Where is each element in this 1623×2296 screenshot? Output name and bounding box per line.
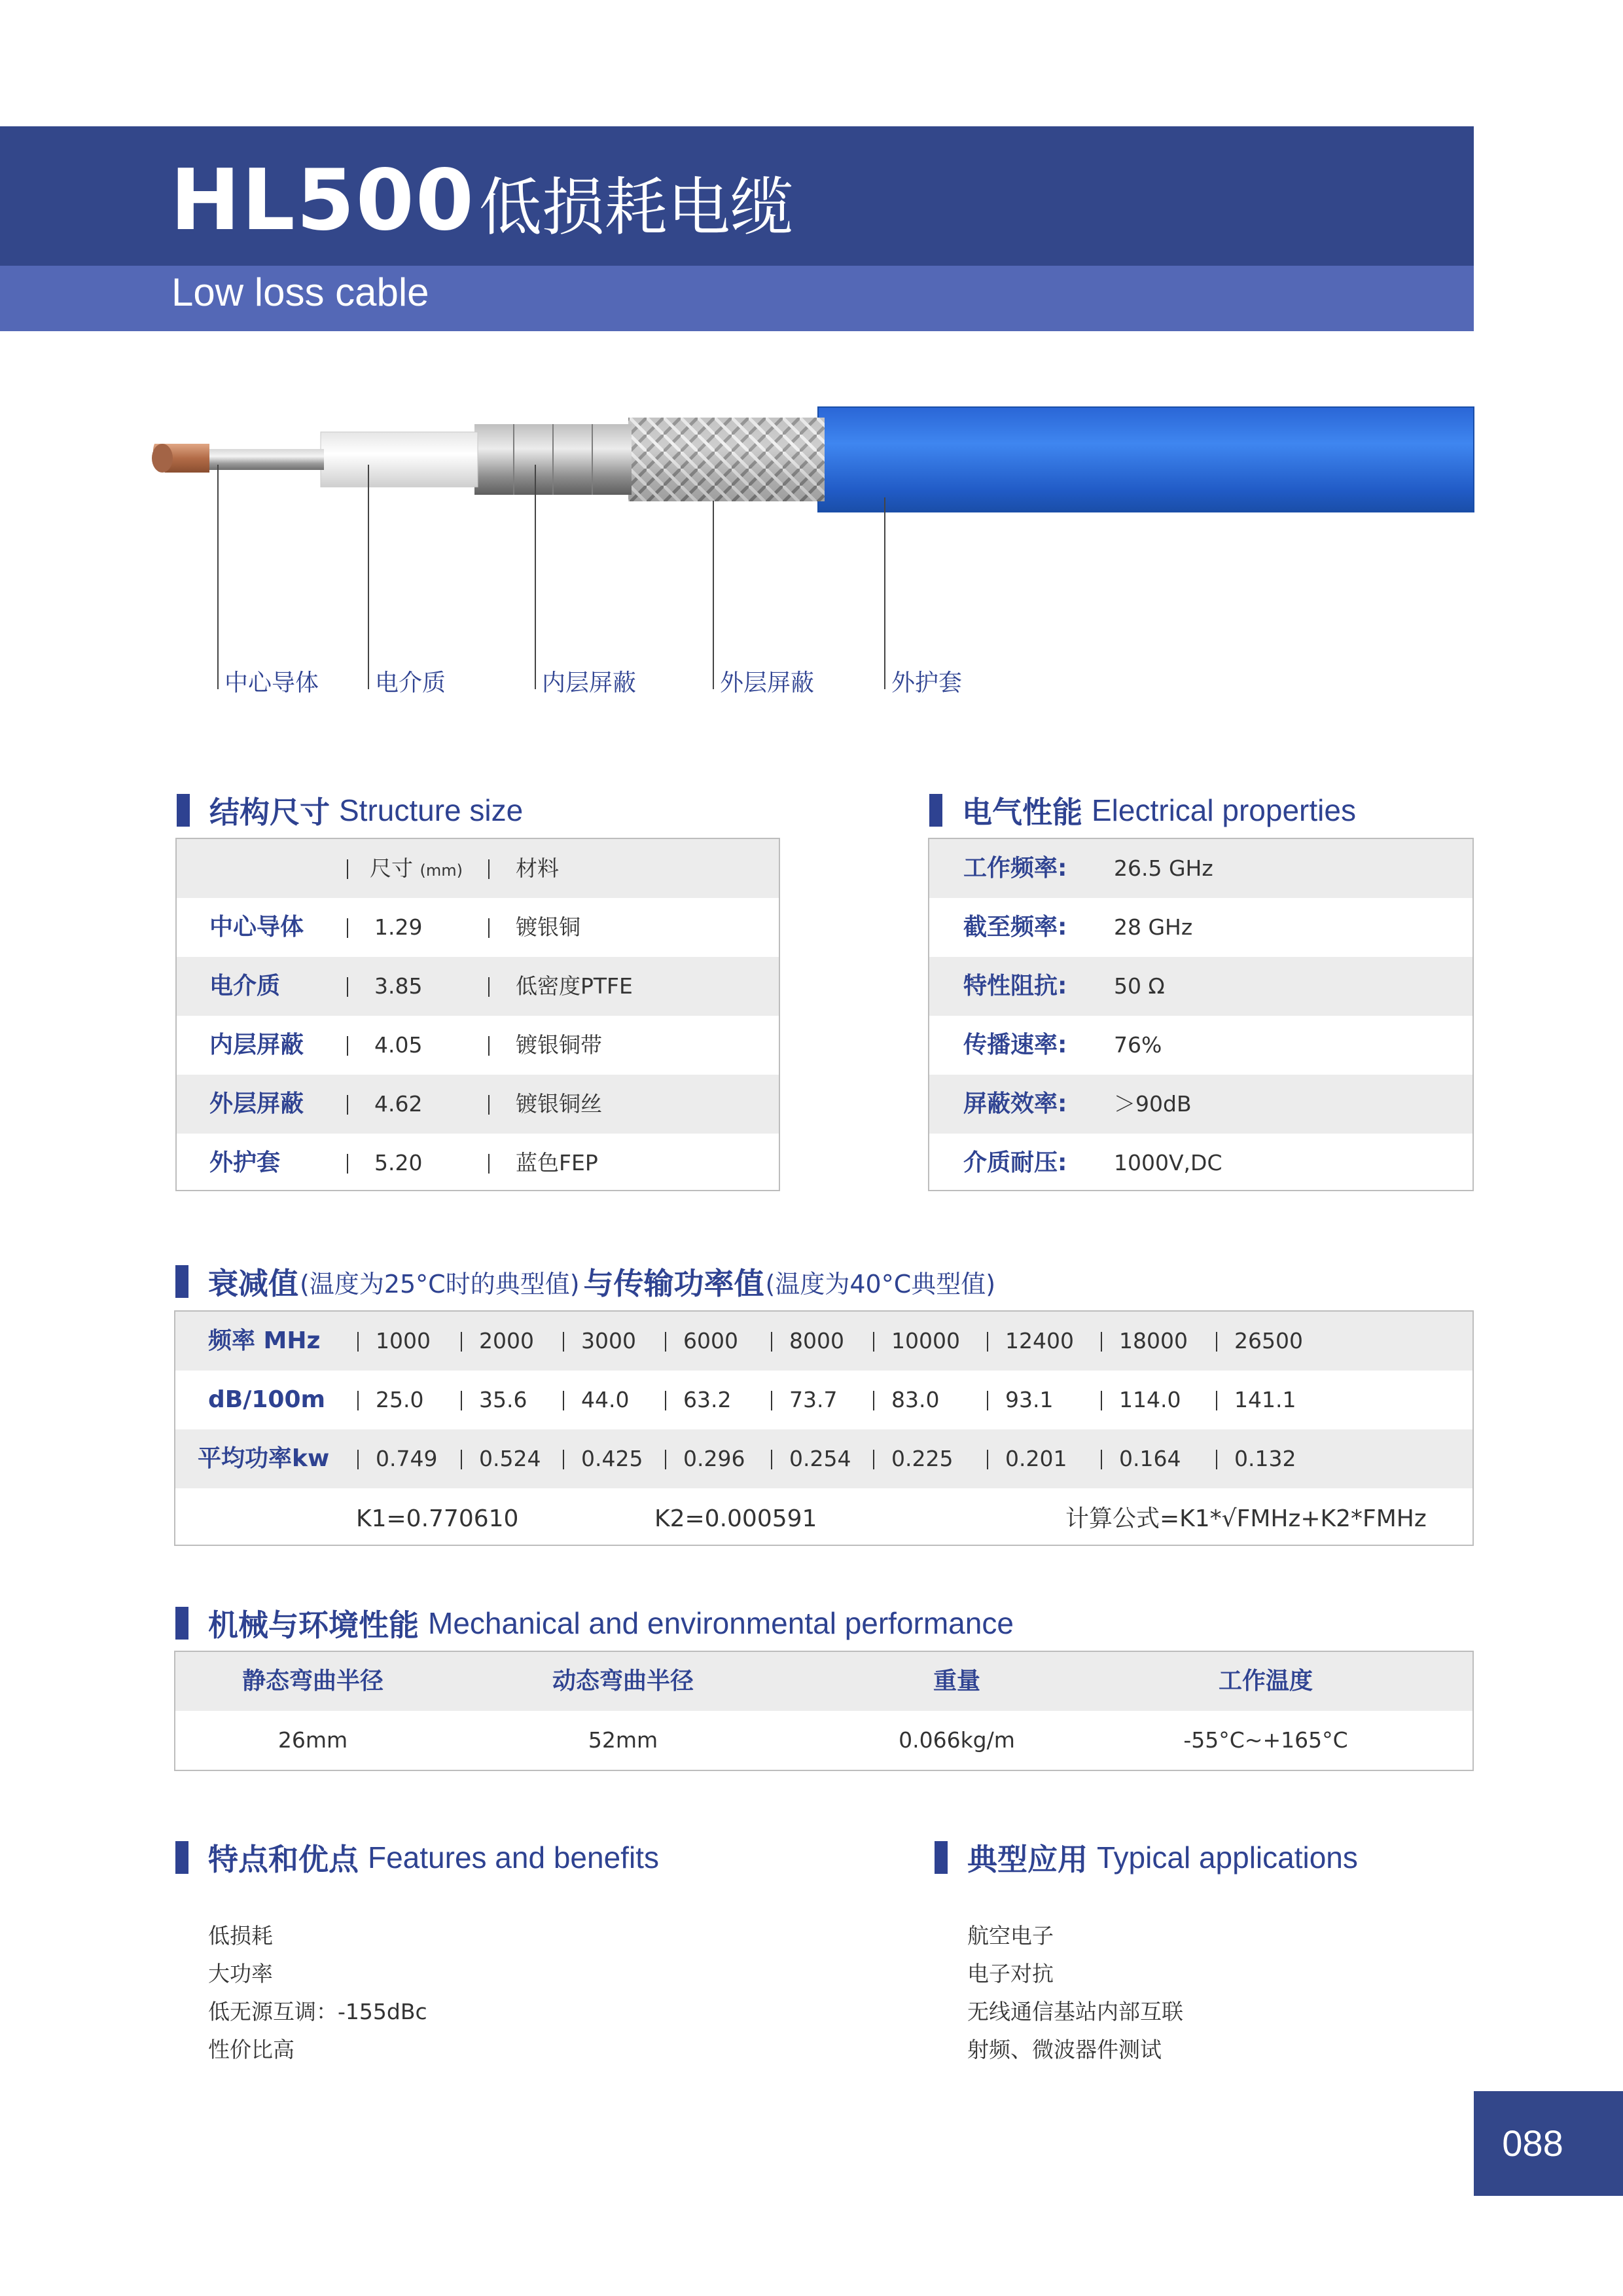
title-en: Structure size [339,793,524,827]
list-item: 低损耗 [208,1923,273,1948]
label-outer-shield: 外层屏蔽 [720,670,815,696]
title-en: Typical applications [1097,1840,1358,1874]
table-header-row [177,839,779,898]
mechanical-section-title [175,1602,1014,1645]
table-row: 截至频率: 28 GHz [963,914,1193,941]
label-center-conductor: 中心导体 [224,670,319,696]
title-en: Electrical properties [1092,793,1356,827]
table-row: 外护套 5.20 蓝色FEP [209,1149,598,1176]
k1-value: K1=0.770610 [356,1505,519,1532]
features-section-title [175,1836,659,1879]
header-material: 材料 [516,855,559,881]
title-bar [175,1607,188,1640]
title-bar [175,1841,188,1874]
formula-row [175,1488,1472,1550]
header-size: 尺寸 (mm) [370,855,463,881]
title-en: Features and benefits [368,1840,659,1874]
list-item: 无线通信基站内部互联 [967,1999,1183,2024]
table-row: 传播速率: 76% [963,1031,1162,1058]
table-row: 屏蔽效率: ＞90dB [929,1075,1472,1134]
label-inner-shield: 内层屏蔽 [542,670,637,696]
structure-section-title [177,789,523,832]
list-item: 射频、微波器件测试 [967,2037,1162,2062]
table-row: 外层屏蔽 4.62 镀银铜丝 [177,1075,779,1134]
page-number: 088 [1502,2123,1563,2164]
table-row: 频率 MHz 1000 2000 3000 6000 8000 10000 12400 18000 26500 [175,1312,1472,1371]
attenuation-table [174,1310,1474,1546]
table-row: 介质耐压: 1000V,DC [963,1149,1222,1176]
structure-table [175,838,780,1191]
title-cn: 机械与环境性能 [208,1607,419,1643]
title-cn: 特点和优点 [208,1842,359,1877]
table-row: 内层屏蔽 4.05 镀银铜带 [209,1031,602,1058]
table-row: dB/100m 25.0 35.6 44.0 63.2 73.7 83.0 93.1 114.0 141.1 [208,1386,1296,1413]
product-name-cn: 低损耗电缆 [478,171,793,244]
table-row: 26mm 52mm 0.066kg/m -55°C~+165°C [277,1727,1348,1753]
label-dielectric: 电介质 [375,670,446,696]
table-header-row: 静态弯曲半径 动态弯曲半径 重量 工作温度 [175,1652,1472,1711]
title-cn: 衰减值 [208,1266,298,1301]
electrical-table [928,838,1474,1191]
table-row: 特性阻抗: 50 Ω [929,957,1472,1016]
table-row: 电介质 3.85 低密度PTFE [177,957,779,1016]
title-bar [929,794,942,827]
applications-section-title [935,1836,1358,1879]
title-note-2: (温度为40°C典型值) [765,1269,996,1299]
table-row: 中心导体 1.29 镀银铜 [209,914,580,941]
title-cn: 结构尺寸 [209,795,330,830]
table-row: 工作频率: 26.5 GHz [929,839,1472,898]
title-bar [175,1265,188,1298]
title-bar [177,794,190,827]
electrical-section-title [929,789,1356,832]
title-en: Mechanical and environmental performance [428,1606,1014,1640]
k2-value: K2=0.000591 [654,1505,817,1532]
list-item: 低无源互调：-155dBc [208,1999,427,2024]
list-item: 大功率 [208,1961,273,1986]
list-item: 电子对抗 [967,1961,1054,1986]
mechanical-table [174,1651,1474,1771]
title-bar [935,1841,948,1874]
label-jacket: 外护套 [891,670,963,696]
product-name-en: Low loss cable [171,270,429,314]
page-title [170,152,793,249]
table-row: 平均功率kw 0.749 0.524 0.425 0.296 0.254 0.225 0.201 0.164 0.132 [175,1429,1472,1488]
title-note-1: (温度为25°C时的典型值) [300,1269,580,1299]
attenuation-section-title [175,1260,995,1303]
list-item: 性价比高 [208,2037,294,2062]
model-name: HL500 [170,152,475,249]
title-cn: 电气性能 [962,795,1082,830]
list-item: 航空电子 [967,1923,1054,1948]
title-cn: 典型应用 [967,1842,1088,1877]
formula: 计算公式=K1*√FMHz+K2*FMHz [1065,1505,1427,1532]
title-cn-2: 与传输功率值 [583,1266,764,1301]
